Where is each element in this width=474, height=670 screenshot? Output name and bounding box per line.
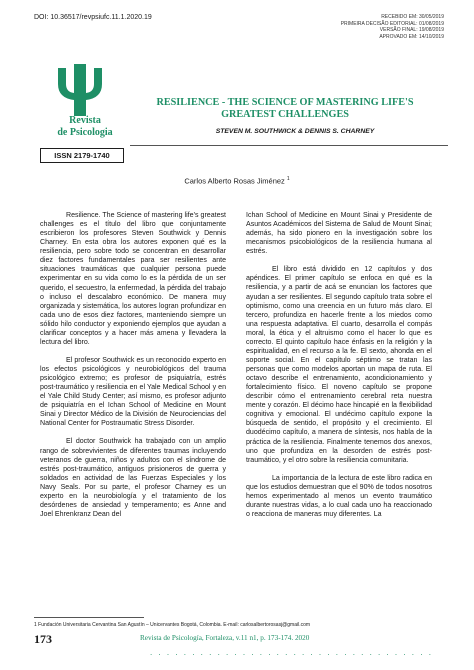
paragraph-5: El libro está dividido en 12 capítulos y dos apéndices. El primer capítulo se enfoca en qué es la resiliencia, y a partir de acá se enuncian los factores que ayudan a ser resilientes. El segundo capítulo trata sobre el optimismo, como una creencia en un futuro más claro. El tercero, profundiza en hacerle frente a los miedos como una respuesta adaptativa. El cuarto, desarrolla el compás moral, la ética y el altruismo como el hacer lo que es correcto. El quinto capítulo hace énfasis en la religión y la espiritualidad, en el recurso a la fe. El sexto, ahonda en el soporte social. En el capítulo séptimo se tratan las personas que como modelos aportan un mapa de ruta. El octavo describe el entrenamiento, acondicionamiento y fortalecimiento físico. El noveno capítulo se propone describir cómo el entrenamiento cerebral reta nuestra mente y corazón. El décimo hace hincapié en la flexibilidad cognitiva y emocional. El undécimo capítulo expone la búsqueda de sentido, el propósito y el crecimiento. El duodécimo capítulo, a manera de síntesis, nos habla de la práctica de la resiliencia. Finalmente tenemos dos anexos, uno que profundiza en la desorden de estrés post-traumático, y el otro sobre la resiliencia comunitaria.: [246, 266, 432, 464]
psi-logo-icon: [54, 62, 106, 118]
publication-dates: [304, 14, 444, 40]
title-line-2: GREATEST CHALLENGES: [221, 109, 349, 120]
paragraph-3: El doctor Southwick ha trabajado con un amplio rango de sobrevivientes de diferentes traumas incluyendo veteranos de guerra, niños y adultos con el síndrome de estrés post-traumático, antiguos prisioneros de guerra y soldados en actividad de las Fuerzas Especiales y los Navy Seals. Por su parte, el profesor Charney es un experto en la neurobiología y el tratamiento de los desórdenes de ansiedad y temperamento; es Anne and Joel Ehrenkranz Dean del: [40, 438, 226, 518]
first-decision-date: PRIMEIRA DECISÃO EDITORIAL: 01/08/2019: [340, 20, 444, 27]
issn-box: ISSN 2179-1740: [40, 148, 124, 163]
final-version-date: VERSÃO FINAL: 19/08/2019: [379, 27, 444, 33]
footer-dots: . . . . . . . . . . . . . . . . . . . . . . . . . . . . . . . . . .: [150, 648, 433, 657]
article-title: [130, 97, 440, 121]
paragraph-2: El profesor Southwick es un reconocido experto en los efectos psicológicos y neurobiológicos del trauma psicológico extremo; es profesor de psiquiatría, estrés post-traumático y resiliencia en el Yale Medical School y en el Yale Child Study Center; así mismo, es profesor adjunto de psiquiatría en el Ichan School of Medicine en Mount Sinai y Director Médico de la División de Neurociencias del National Center for Postraumatic Stress Disorder.: [40, 356, 226, 428]
paragraph-6: La importancia de la lectura de este libro radica en que los estudios demuestran que el 90% de todos nosotros hemos experimentado al menos un evento traumático durante nuestras vidas, a lo cual cada uno ha reaccionado o reacciona de maneras muy diferentes. La: [246, 474, 432, 518]
header-rule: [130, 145, 448, 146]
footnote-rule: [34, 617, 144, 618]
logo-line-2: de Psicologia: [57, 126, 113, 138]
title-line-1: RESILIENCE - THE SCIENCE OF MASTERING LIFE'S: [156, 97, 414, 108]
approved-date: APROVADO EM: 14/10/2019: [379, 33, 444, 40]
footnote-marker: 1: [286, 176, 290, 182]
paragraph-1: Resilience. The Science of mastering life’s greatest challenges es el título del libro que conjuntamente escribieron los profesores Steven Southwick y Dennis Charney. En esta obra los autores exponen qué es la resiliencia, pero sobre todo se concentran en desarrollar diez factores fundamentales para ser resilientes ante situaciones traumáticas que cualquier persona puede experimentar en su vida como lo es la pérdida de un ser querido, el secuestro, la enfermedad, la pérdida del trabajo o incluso el descalabro económico. De manera muy organizada y sistemática, los autores logran profundizar en cada uno de esos diez factores, manteniendo siempre un sólido hilo conductor y exponiendo ejemplos que ayudan a clarificar conceptos y a hacer más amena y llevadera la lectura del libro.: [40, 212, 226, 346]
right-column: [246, 211, 432, 528]
page-number: 173: [34, 632, 52, 646]
logo-line-1: Revista: [69, 115, 101, 126]
left-column: [40, 211, 226, 528]
book-authors: STEVEN M. SOUTHWICK & DENNIS S. CHARNEY: [215, 128, 375, 135]
logo-text: [50, 115, 120, 138]
review-author: [0, 176, 474, 186]
doi: DOI: 10.36517/revpsiufc.11.1.2020.19: [34, 14, 152, 21]
review-author-name: Carlos Alberto Rosas Jiménez: [184, 176, 285, 186]
paragraph-4: Ichan School of Medicine en Mount Sinai y Presidente de Asuntos Académicos del Sistema de Salud de Mount Sinai; además, ha sido pionero en la investigación sobre los mecanismos psicobiológicos de la resiliencia humana al estrés.: [246, 212, 432, 256]
footnote: 1 Fundación Universitaria Cervantina San Agustín – Unicervantes Bogotá, Colombia. E-mail: carlosalbertorosasj@gmail.com: [34, 622, 311, 628]
journal-citation: Revista de Psicología, Fortaleza, v.11 n1, p. 173-174. 2020: [140, 634, 310, 642]
received-date: RECEBIDO EM: 30/05/2019: [381, 14, 444, 20]
